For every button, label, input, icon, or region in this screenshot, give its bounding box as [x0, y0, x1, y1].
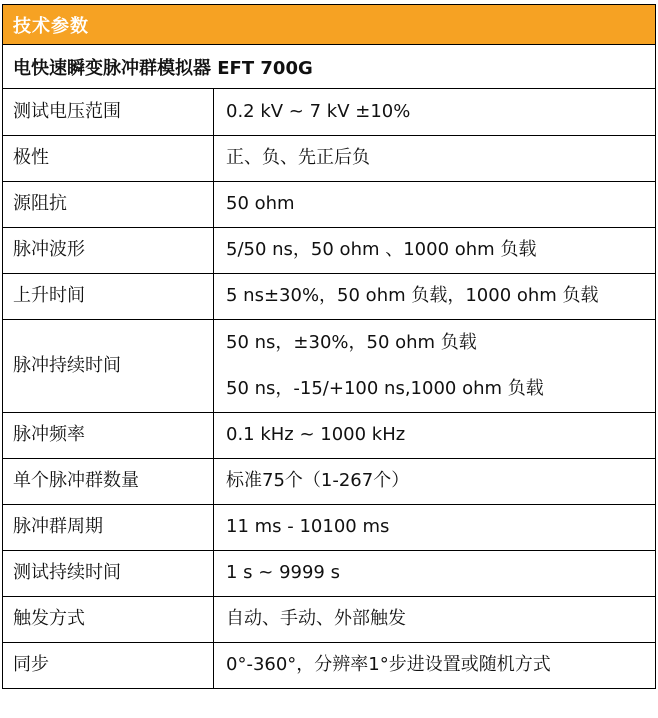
spec-label: 脉冲群周期 [3, 504, 214, 550]
table-row [3, 135, 655, 181]
spec-label: 极性 [3, 135, 214, 181]
spec-value: 1 s ~ 9999 s [214, 550, 656, 596]
table-row [3, 227, 655, 273]
table-row [3, 89, 655, 135]
spec-value: 正、负、先正后负 [214, 135, 656, 181]
table-row [3, 273, 655, 319]
spec-label: 脉冲持续时间 [3, 319, 214, 412]
spec-value: 11 ms - 10100 ms [214, 504, 656, 550]
spec-value: 50 ns，±30%，50 ohm 负载 [226, 331, 477, 353]
table-row [3, 642, 655, 688]
product-name: 电快速瞬变脉冲群模拟器 EFT 700G [13, 57, 313, 79]
spec-label: 单个脉冲群数量 [3, 458, 214, 504]
spec-value: 0°-360°，分辨率1°步进设置或随机方式 [226, 654, 551, 676]
spec-table [3, 89, 655, 688]
spec-value: 0.1 kHz ~ 1000 kHz [214, 412, 656, 458]
table-row [3, 412, 655, 458]
spec-value: 0.2 kV ~ 7 kV ±10% [214, 89, 656, 135]
spec-sheet [2, 4, 656, 689]
spec-label: 脉冲波形 [3, 227, 214, 273]
spec-label: 触发方式 [3, 596, 214, 642]
section-header [3, 5, 655, 45]
product-title-row [3, 45, 655, 89]
spec-value: 50 ohm [214, 181, 656, 227]
spec-value-group [214, 319, 656, 412]
spec-label: 脉冲频率 [3, 412, 214, 458]
table-row [3, 596, 655, 642]
spec-label: 测试电压范围 [3, 89, 214, 135]
table-row [3, 458, 655, 504]
section-title: 技术参数 [13, 15, 89, 37]
table-row [3, 319, 655, 412]
spec-value: 5 ns±30%，50 ohm 负载，1000 ohm 负载 [214, 273, 656, 319]
spec-value: 自动、手动、外部触发 [214, 596, 656, 642]
spec-label: 上升时间 [3, 273, 214, 319]
spec-value: 50 ns，-15/+100 ns,1000 ohm 负载 [226, 377, 544, 399]
spec-value: 标准75个（1-267个） [214, 458, 656, 504]
table-row [3, 550, 655, 596]
spec-label: 源阻抗 [3, 181, 214, 227]
spec-label: 同步 [3, 642, 214, 688]
table-row [3, 504, 655, 550]
spec-value: 5/50 ns，50 ohm 、1000 ohm 负载 [214, 227, 656, 273]
table-row [3, 181, 655, 227]
spec-label: 测试持续时间 [3, 550, 214, 596]
